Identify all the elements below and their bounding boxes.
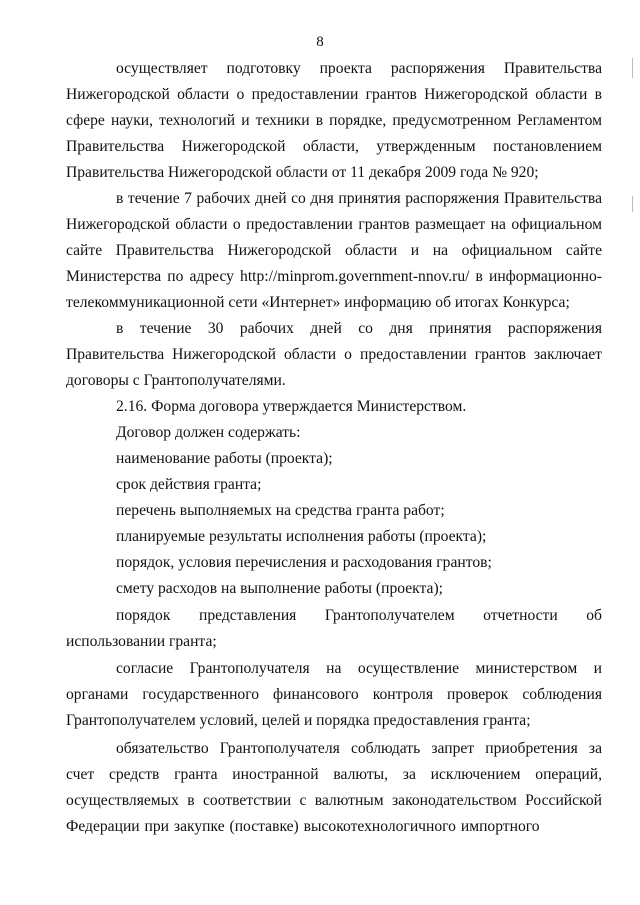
list-item-transfer-procedure: порядок, условия перечисления и расходования грантов; [116, 554, 492, 571]
list-item-work-name: наименование работы (проекта); [116, 450, 333, 467]
paragraph-contract-contents: Договор должен содержать: [116, 424, 301, 441]
paragraph-preparation: осуществляет подготовку проекта распоряжения Правительства Нижегородской области о предоставлении грантов Нижегородской области в сфере науки, технологий и техники в порядке, предусмотренном Регламентом Правительства Нижегородской области, утвержденным постановлением Правительства Нижегородской области от 11 декабря 2009 года № 920; [66, 60, 602, 181]
document-body [66, 56, 602, 840]
list-item-obligation: обязательство Грантополучателя соблюдать запрет приобретения за счет средств гранта иностранной валюты, за исключением операций, осуществляемых в соответствии с валютным законодательством Российской Федерации при закупке (поставке) высокотехнологичного импортного [66, 740, 602, 835]
page-number: 8 [316, 34, 324, 50]
list-item-planned-results: планируемые результаты исполнения работы (проекта); [116, 528, 487, 545]
list-item-grant-term: срок действия гранта; [116, 476, 262, 493]
paragraph-contracts: в течение 30 рабочих дней со дня принятия распоряжения Правительства Нижегородской области о предоставлении грантов заключает договоры с Грантополучателями. [66, 320, 602, 389]
list-item-consent: согласие Грантополучателя на осуществление министерством и органами государственного финансового контроля проверок соблюдения Грантополучателем условий, целей и порядка предоставления гранта; [66, 660, 602, 729]
paragraph-contract-form: 2.16. Форма договора утверждается Министерством. [116, 398, 467, 415]
list-item-work-list: перечень выполняемых на средства гранта работ; [116, 502, 445, 519]
list-item-reporting: порядок представления Грантополучателем отчетности об использовании гранта; [66, 607, 602, 650]
margin-mark-top [632, 58, 633, 78]
margin-mark-middle [632, 196, 633, 212]
list-item-expense-estimate: смету расходов на выполнение работы (проекта); [116, 580, 443, 597]
paragraph-publication: в течение 7 рабочих дней со дня принятия распоряжения Правительства Нижегородской области о предоставлении грантов размещает на официальном сайте Правительства Нижегородской области и на официальном сайте Министерства по адресу http://minprom.government-nnov.ru/ в информационно-телекоммуникационной сети «Интернет» информацию об итогах Конкурса; [66, 190, 602, 311]
